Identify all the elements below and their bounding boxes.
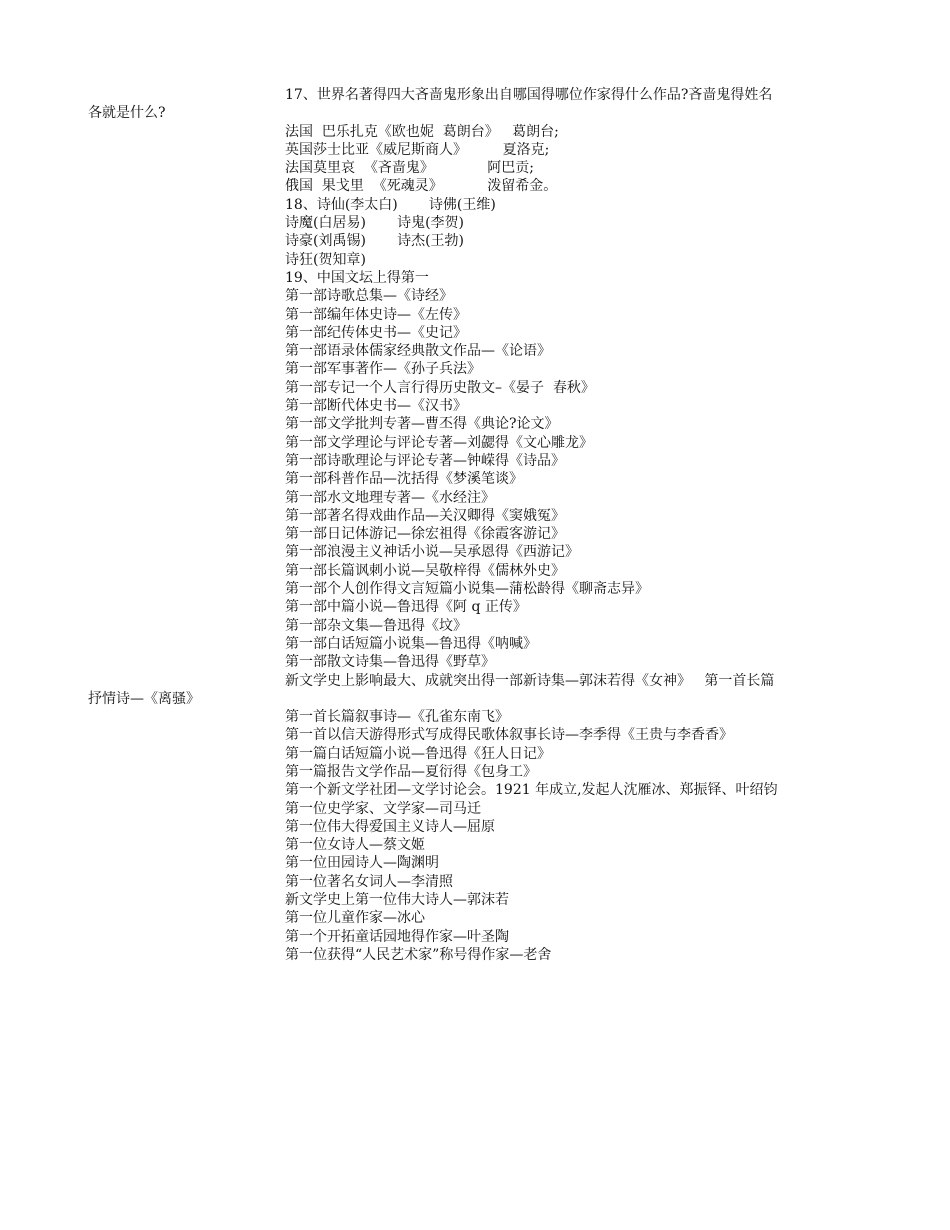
first-item: 第一部军事著作—《孙子兵法》 (285, 361, 481, 378)
first-item: 第一位伟大得爱国主义诗人—屈原 (285, 818, 495, 835)
first-item: 第一位田园诗人—陶渊明 (285, 855, 439, 872)
first-item: 第一部中篇小说—鲁迅得《阿 q 正传》 (285, 599, 527, 616)
first-item: 第一部文学批判专著—曹丕得《典论?论文》 (285, 416, 559, 433)
first-item: 新文学史上第一位伟大诗人—郭沫若 (285, 892, 509, 909)
first-item: 第一位著名女词人—李清照 (285, 873, 453, 890)
first-item: 第一篇报告文学作品—夏衍得《包身工》 (285, 763, 537, 780)
document-body (88, 86, 875, 964)
first-item: 第一部水文地理专著—《水经注》 (285, 489, 495, 506)
first-item: 第一部浪漫主义神话小说—吴承恩得《西游记》 (285, 544, 579, 561)
first-item: 第一部语录体儒家经典散文作品—《论语》 (285, 343, 551, 360)
poet-titles-line-3: 诗豪(刘禹锡) 诗杰(王勃) (285, 233, 464, 250)
poet-titles-line-4: 诗狂(贺知章) (285, 251, 366, 268)
question-17-line-1: 17、世界名著得四大吝啬鬼形象出自哪国得哪位作家得什么作品?吝啬鬼得姓名 (285, 87, 773, 103)
first-item: 第一部散文诗集—鲁迅得《野草》 (285, 654, 495, 671)
first-item: 第一部纪传体史书—《史记》 (285, 324, 467, 341)
first-item: 第一首以信天游得形式写成得民歌体叙事长诗—李季得《王贵与李香香》 (285, 727, 733, 744)
first-item: 第一个开拓童话园地得作家—叶圣陶 (285, 928, 509, 945)
first-item: 第一部文学理论与评论专著—刘勰得《文心雕龙》 (285, 434, 593, 451)
first-item-continuation: 抒情诗—《离骚》 (88, 690, 200, 707)
first-item: 第一位史学家、文学家—司马迁 (285, 800, 481, 817)
section-19-heading: 19、中国文坛上得第一 (285, 269, 429, 286)
first-item: 第一部诗歌理论与评论专著—钟嵘得《诗品》 (285, 452, 565, 469)
first-item: 第一位获得“人民艺术家”称号得作家—老舍 (285, 946, 552, 963)
first-item: 第一部编年体史诗—《左传》 (285, 306, 467, 323)
miser-line-france-balzac: 法国 巴乐扎克《欧也妮 葛朗台》 葛朗台; (285, 123, 559, 140)
first-item: 第一首长篇叙事诗—《孔雀东南飞》 (285, 709, 509, 726)
first-item: 第一部白话短篇小说集—鲁迅得《呐喊》 (285, 635, 537, 652)
first-item: 第一部诗歌总集—《诗经》 (285, 288, 453, 305)
first-item: 第一部个人创作得文言短篇小说集—蒲松龄得《聊斋志异》 (285, 581, 649, 598)
first-item: 第一部长篇讽刺小说—吴敬梓得《儒林外史》 (285, 562, 565, 579)
poet-titles-line-2: 诗魔(白居易) 诗鬼(李贺) (285, 215, 464, 232)
first-item: 第一部日记体游记—徐宏祖得《徐霞客游记》 (285, 526, 565, 543)
first-item: 新文学史上影响最大、成就突出得一部新诗集—郭沫若得《女神》 第一首长篇 (285, 672, 775, 689)
poet-titles-line-1: 18、诗仙(李太白) 诗佛(王维) (285, 196, 496, 213)
first-item: 第一部杂文集—鲁迅得《坟》 (285, 617, 467, 634)
first-item: 第一个新文学社团—文学讨论会。1921 年成立,发起人沈雁冰、郑振铎、叶绍钧 (285, 782, 778, 799)
miser-line-france-moliere: 法国莫里哀 《吝啬鬼》 阿巴贡; (285, 160, 535, 177)
miser-line-russia-gogol: 俄国 果戈里 《死魂灵》 泼留希金。 (285, 178, 558, 195)
first-item: 第一部科普作品—沈括得《梦溪笔谈》 (285, 471, 523, 488)
question-17-line-2: 各就是什么? (88, 105, 166, 122)
first-item: 第一部著名得戏曲作品—关汉卿得《窦娥冤》 (285, 507, 565, 524)
first-item: 第一篇白话短篇小说—鲁迅得《狂人日记》 (285, 745, 551, 762)
first-item: 第一位儿童作家—冰心 (285, 910, 425, 927)
first-item: 第一部断代体史书—《汉书》 (285, 398, 467, 415)
first-item: 第一部专记一个人言行得历史散文–《晏子 春秋》 (285, 379, 595, 396)
first-item: 第一位女诗人—蔡文姬 (285, 837, 425, 854)
miser-line-england-shakespeare: 英国莎士比亚《威尼斯商人》 夏洛克; (285, 141, 550, 158)
